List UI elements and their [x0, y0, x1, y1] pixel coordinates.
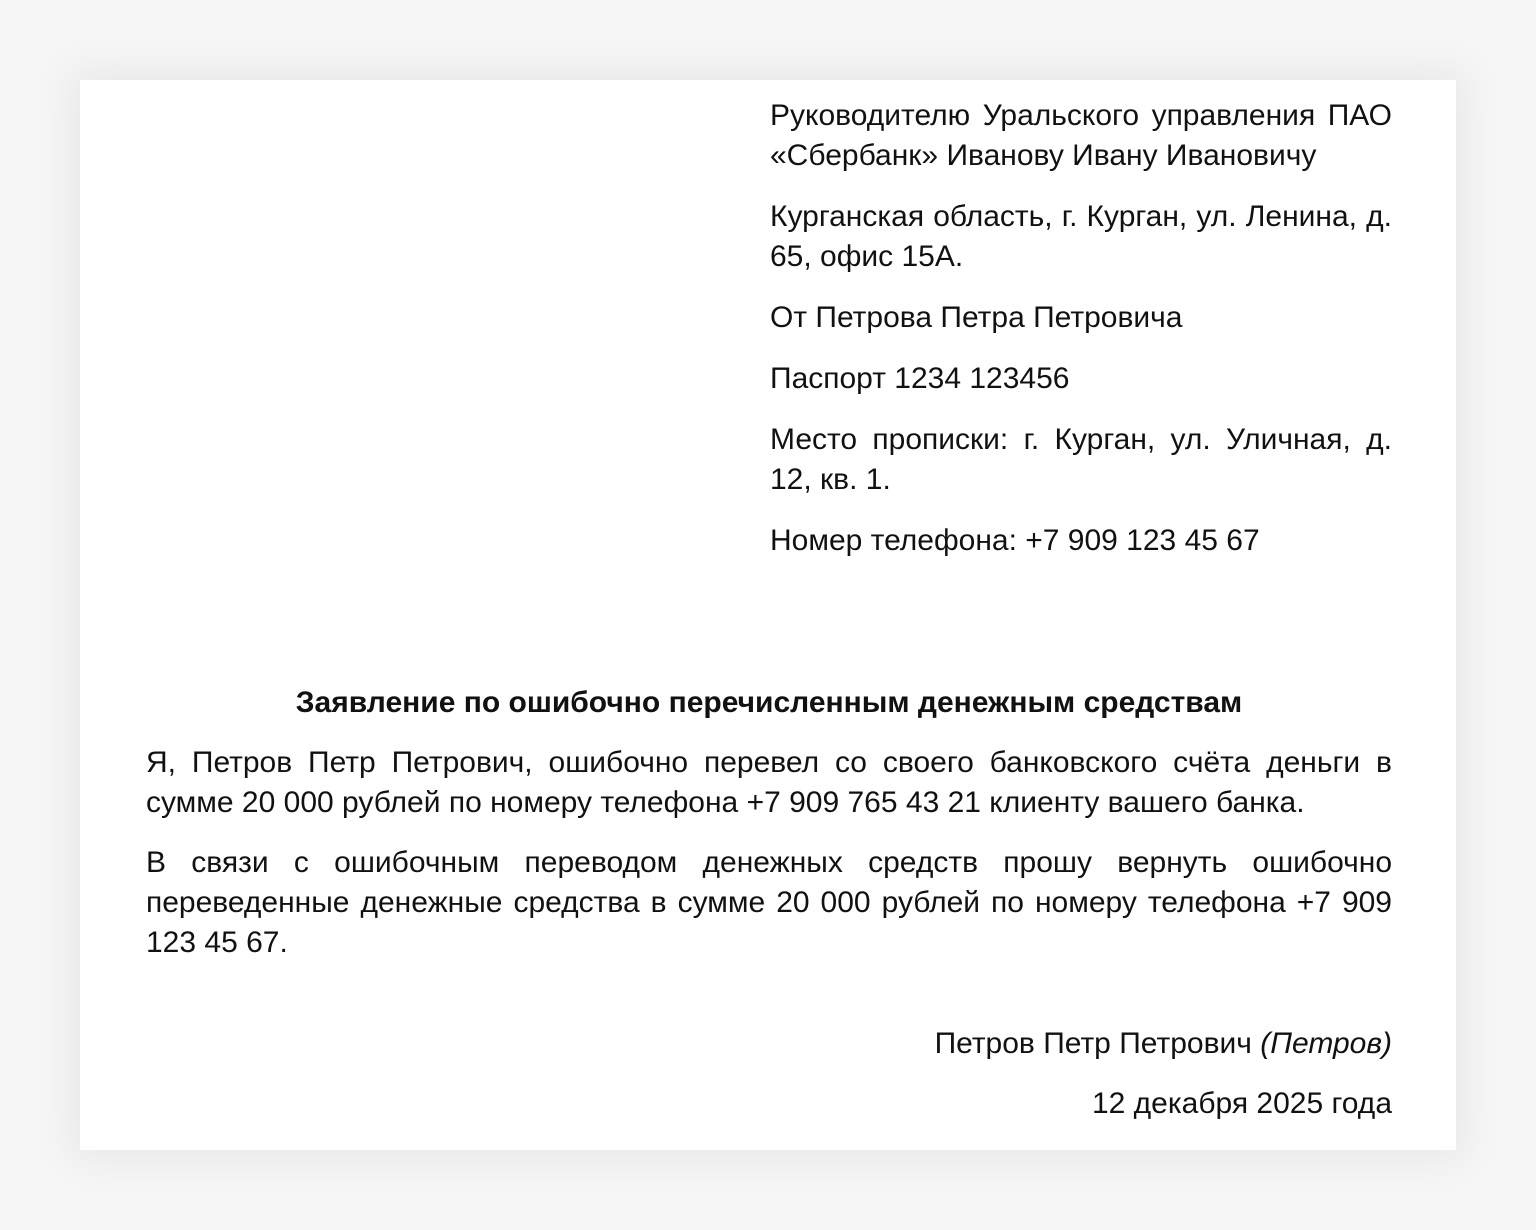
sender-passport: Паспорт 1234 123456: [770, 362, 1070, 395]
sender-phone: Номер телефона: +7 909 123 45 67: [770, 524, 1260, 557]
statement-body: [146, 743, 1392, 983]
sender-name: От Петрова Петра Петровича: [770, 301, 1183, 334]
body-paragraph-2: В связи с ошибочным переводом денежных средств прошу вернуть ошибочно переведенные денежные средства в сумме 20 000 рублей по номеру телефона +7 909 123 45 67.: [146, 846, 1392, 959]
signature-name: Петров Петр Петрович: [934, 1027, 1252, 1060]
recipient-address: Курганская область, г. Курган, ул. Ленина, д. 65, офис 15А.: [770, 200, 1392, 273]
signature-handwritten: (Петров): [1260, 1027, 1392, 1060]
addressee-block: [770, 96, 1392, 582]
body-paragraph-1: Я, Петров Петр Петрович, ошибочно перевел со своего банковского счёта деньги в сумме 20 000 рублей по номеру телефона +7 909 765 43 21 клиенту вашего банка.: [146, 746, 1392, 819]
document-date: 12 декабря 2025 года: [1091, 1087, 1392, 1120]
signature-line: [935, 1024, 1392, 1064]
document-title: Заявление по ошибочно перечисленным денежным средствам: [295, 686, 1243, 719]
sender-residence: Место прописки: г. Курган, ул. Уличная, д. 12, кв. 1.: [770, 423, 1392, 496]
document-page: [80, 80, 1456, 1150]
recipient-line: Руководителю Уральского управления ПАО «Сбербанк» Иванову Ивану Ивановичу: [770, 99, 1392, 172]
